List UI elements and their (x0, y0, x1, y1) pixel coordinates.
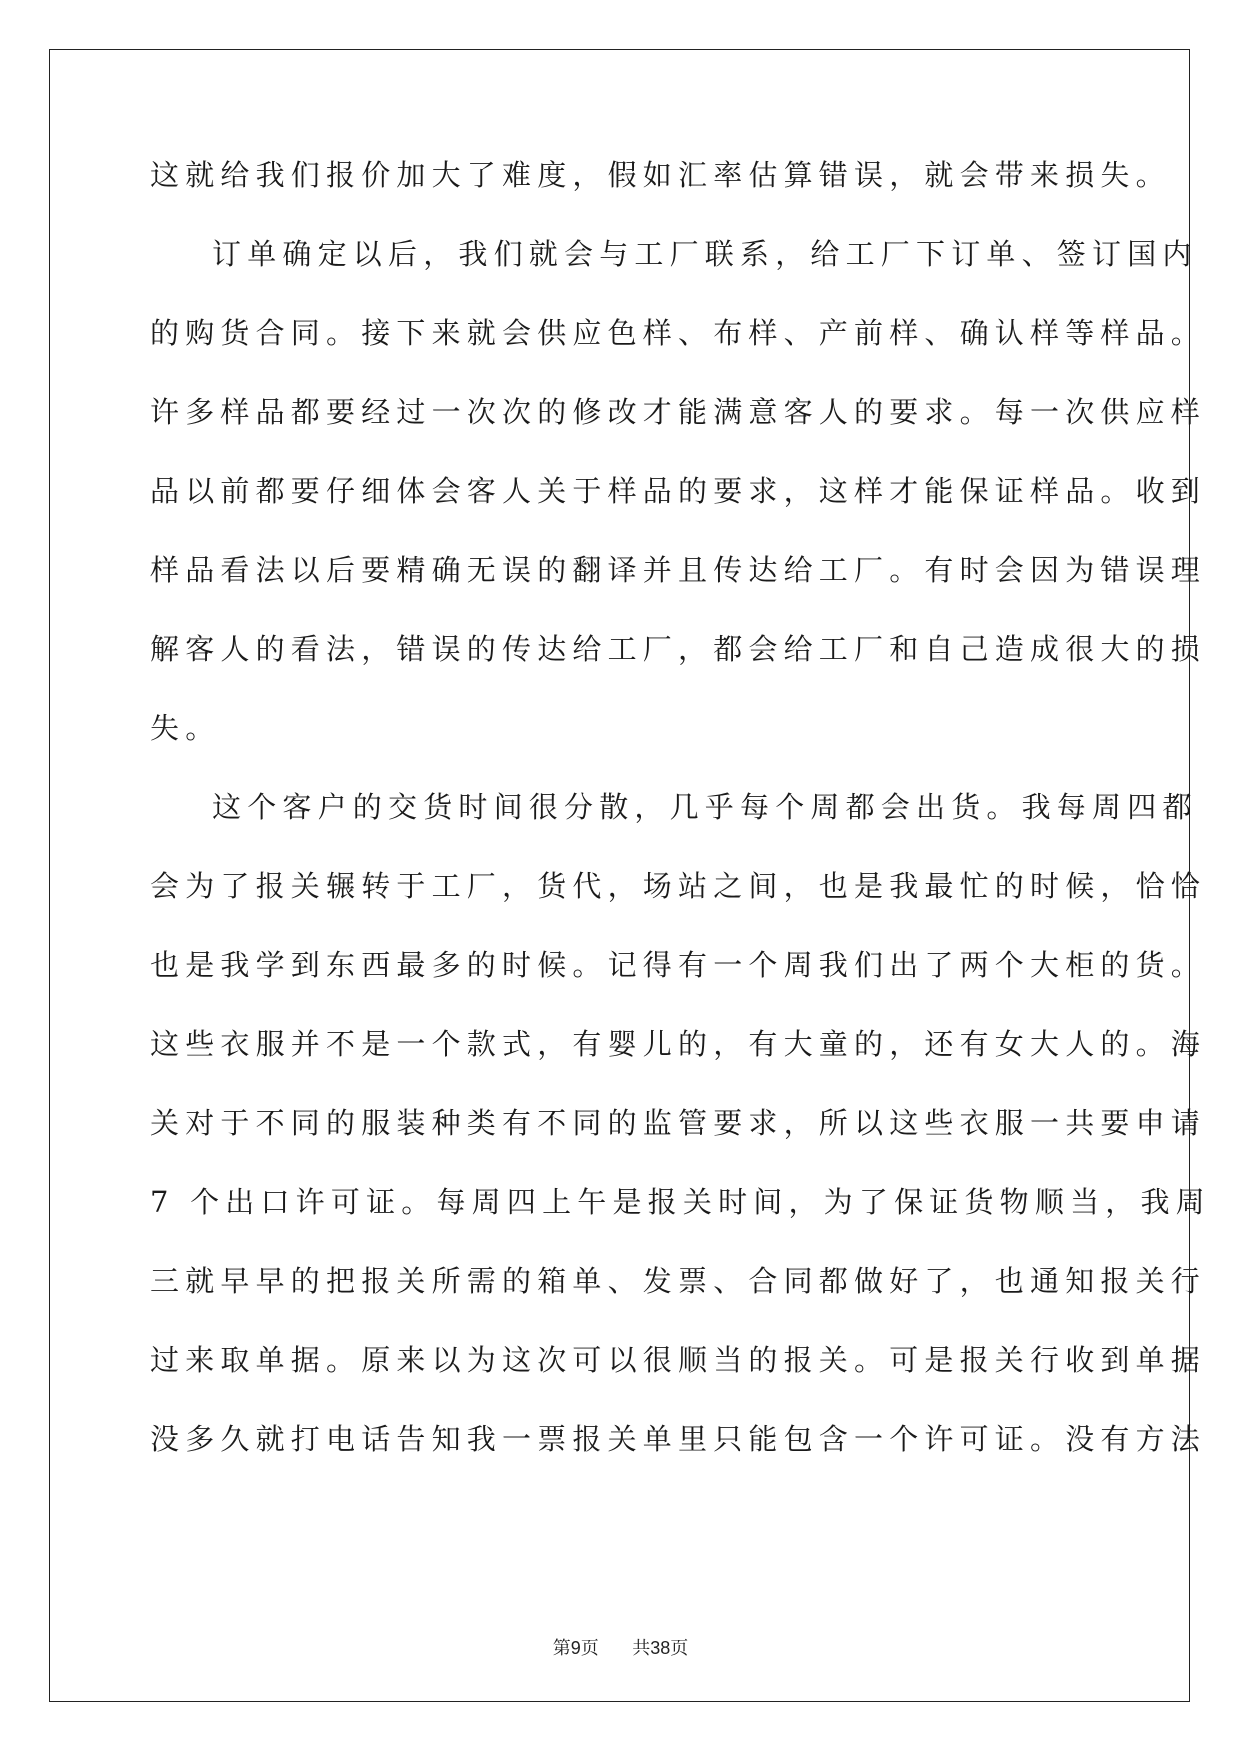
text-line: 订单确定以后，我们就会与工厂联系，给工厂下订单、签订国内 (212, 237, 1198, 271)
total-suffix: 页 (670, 1638, 689, 1659)
total-prefix: 共 (632, 1638, 651, 1659)
text-line: 过来取单据。原来以为这次可以很顺当的报关。可是报关行收到单据 (150, 1343, 1207, 1377)
text-line: 样品看法以后要精确无误的翻译并且传达给工厂。有时会因为错误理 (150, 553, 1207, 587)
text-line: 会为了报关辗转于工厂，货代，场站之间，也是我最忙的时候，恰恰 (150, 869, 1207, 903)
text-line: 许多样品都要经过一次次的修改才能满意客人的要求。每一次供应样 (150, 395, 1207, 429)
text-line: 解客人的看法，错误的传达给工厂，都会给工厂和自己造成很大的损 (150, 632, 1207, 666)
text-line: 三就早早的把报关所需的箱单、发票、合同都做好了，也通知报关行 (150, 1264, 1207, 1298)
page-footer (0, 1634, 1241, 1660)
page-suffix: 页 (580, 1638, 599, 1659)
text-line: 这个客户的交货时间很分散，几乎每个周都会出货。我每周四都 (212, 790, 1198, 824)
text-line: 关对于不同的服装种类有不同的监管要求，所以这些衣服一共要申请 (150, 1106, 1207, 1140)
document-body (150, 155, 1211, 1498)
text-line: 的购货合同。接下来就会供应色样、布样、产前样、确认样等样品。 (150, 316, 1207, 350)
text-line: 7 个出口许可证。每周四上午是报关时间，为了保证货物顺当，我周 (150, 1185, 1211, 1219)
total-pages: 38 (650, 1638, 671, 1658)
text-line: 失。 (150, 711, 221, 745)
text-line: 品以前都要仔细体会客人关于样品的要求，这样才能保证样品。收到 (150, 474, 1207, 508)
text-line: 没多久就打电话告知我一票报关单里只能包含一个许可证。没有方法 (150, 1422, 1207, 1456)
page-prefix: 第 (552, 1638, 571, 1659)
text-line: 也是我学到东西最多的时候。记得有一个周我们出了两个大柜的货。 (150, 948, 1207, 982)
page-number: 9 (570, 1638, 581, 1658)
text-line: 这些衣服并不是一个款式，有婴儿的，有大童的，还有女大人的。海 (150, 1027, 1207, 1061)
page-number-label (553, 1638, 605, 1659)
text-line: 这就给我们报价加大了难度，假如汇率估算错误，就会带来损失。 (150, 158, 1171, 192)
total-pages-label (632, 1638, 688, 1659)
